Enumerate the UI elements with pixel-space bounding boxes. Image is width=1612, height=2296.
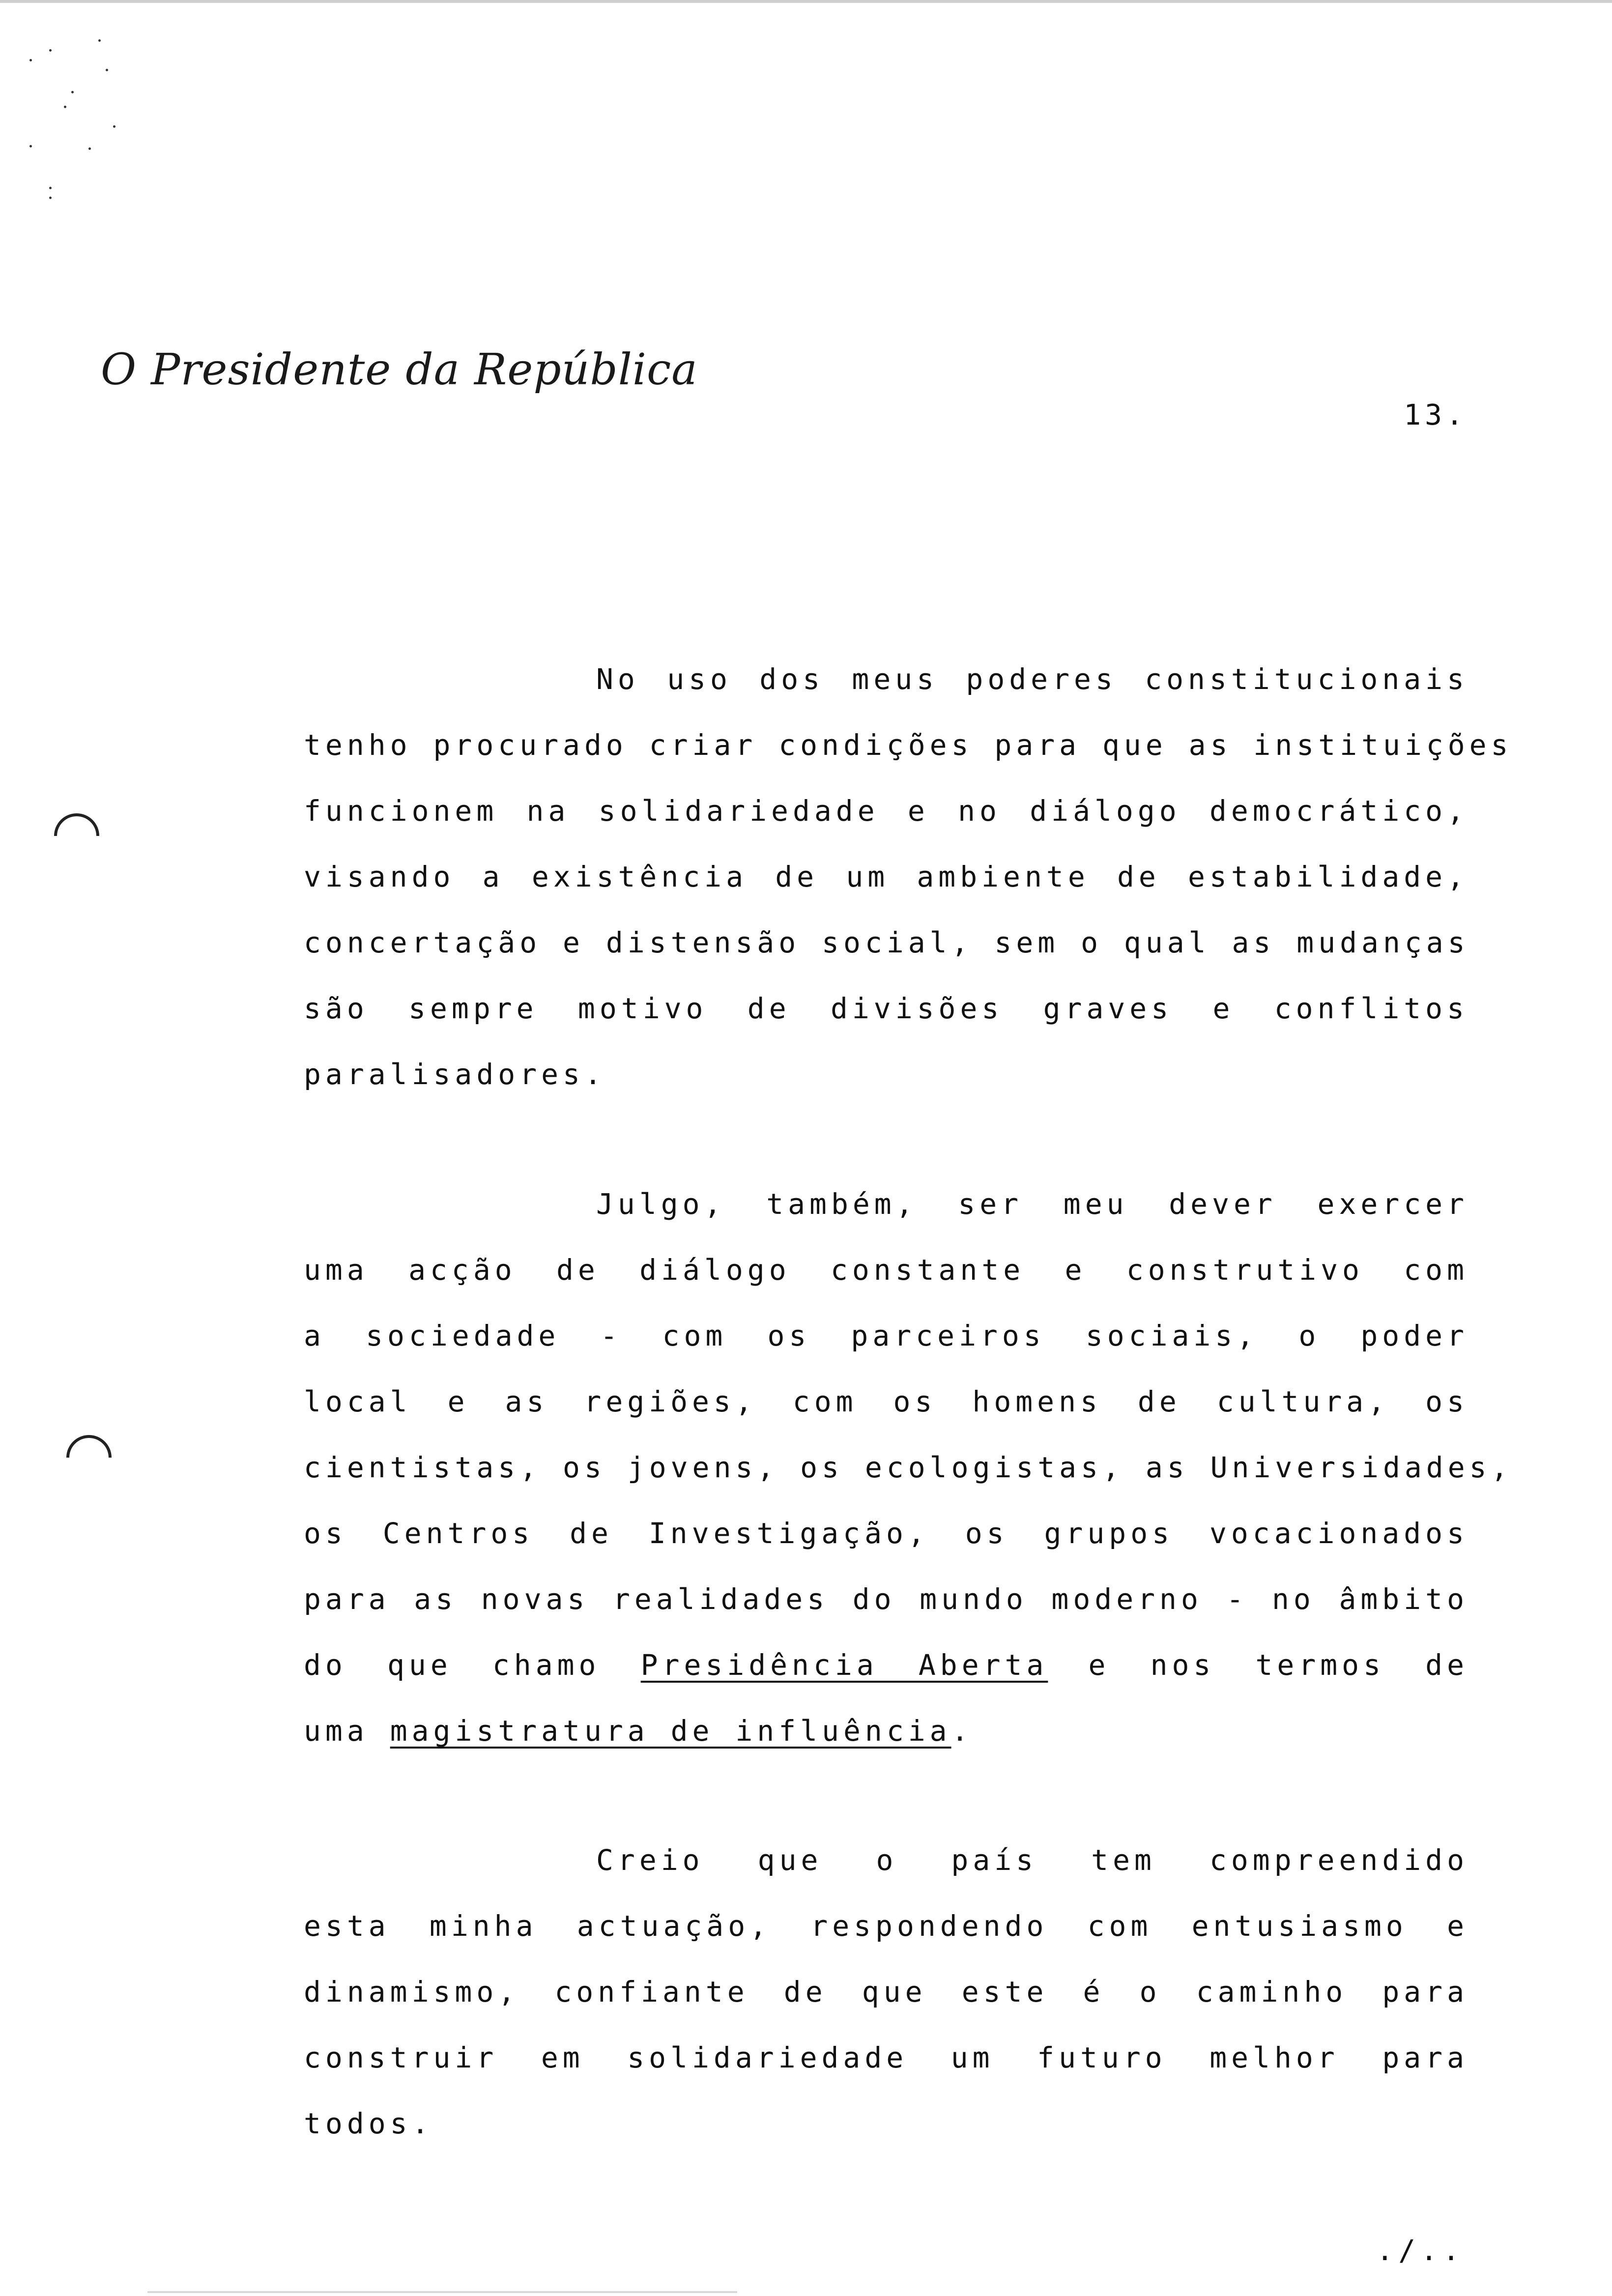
text-line: No uso dos meus poderes constitucionais <box>596 662 1468 696</box>
text-line: construir em solidariedade um futuro melhor para <box>304 2041 1468 2074</box>
continuation-mark: ./.. <box>1376 2234 1465 2267</box>
letterhead: O Presidente da República <box>101 344 698 395</box>
text-line <box>304 1698 1468 1764</box>
text-line: uma acção de diálogo constante e construtivo com <box>304 1253 1468 1287</box>
text-line: visando a existência de um ambiente de estabilidade, <box>304 860 1468 893</box>
text-line: esta minha actuação, respondendo com entusiasmo e <box>304 1909 1468 1943</box>
scan-edge-bottom <box>147 2291 737 2293</box>
text-fragment: e nos termos de <box>1048 1648 1468 1682</box>
text-line: local e as regiões, com os homens de cultura, os <box>304 1385 1468 1418</box>
punch-hole-mark <box>54 813 99 836</box>
text-line: para as novas realidades do mundo moderno - no âmbito <box>304 1582 1468 1616</box>
text-line: funcionem na solidariedade e no diálogo democrático, <box>304 794 1468 828</box>
text-line: cientistas, os jovens, os ecologistas, as Universidades, <box>304 1451 1513 1484</box>
text-line: são sempre motivo de divisões graves e conflitos <box>304 992 1468 1025</box>
paragraph-2 <box>304 1171 1513 1764</box>
paragraph-1 <box>304 646 1513 1107</box>
text-line: a sociedade - com os parceiros sociais, o poder <box>304 1319 1468 1352</box>
text-line: paralisadores. <box>304 1058 606 1091</box>
text-line: tenho procurado criar condições para que as instituições <box>304 728 1513 762</box>
text-line: os Centros de Investigação, os grupos vocacionados <box>304 1517 1468 1550</box>
text-line: concertação e distensão social, sem o qual as mudanças <box>304 926 1469 959</box>
text-fragment: . <box>951 1714 973 1748</box>
paragraph-3 <box>304 1827 1468 2156</box>
text-line: Julgo, também, ser meu dever exercer <box>596 1187 1468 1221</box>
page-number: 13. <box>1404 398 1467 431</box>
text-line <box>304 1632 1468 1698</box>
text-fragment: uma <box>304 1714 390 1748</box>
underlined-term-presidencia-aberta: Presidência Aberta <box>640 1648 1048 1682</box>
text-fragment: do que chamo <box>304 1648 641 1682</box>
scan-edge-top <box>0 0 1612 3</box>
text-line: Creio que o país tem compreendido <box>596 1843 1468 1877</box>
punch-hole-mark <box>66 1435 112 1458</box>
text-line: dinamismo, confiante de que este é o caminho para <box>304 1975 1468 2009</box>
underlined-term-magistratura: magistratura de influência <box>390 1714 951 1748</box>
text-line: todos. <box>304 2107 433 2140</box>
